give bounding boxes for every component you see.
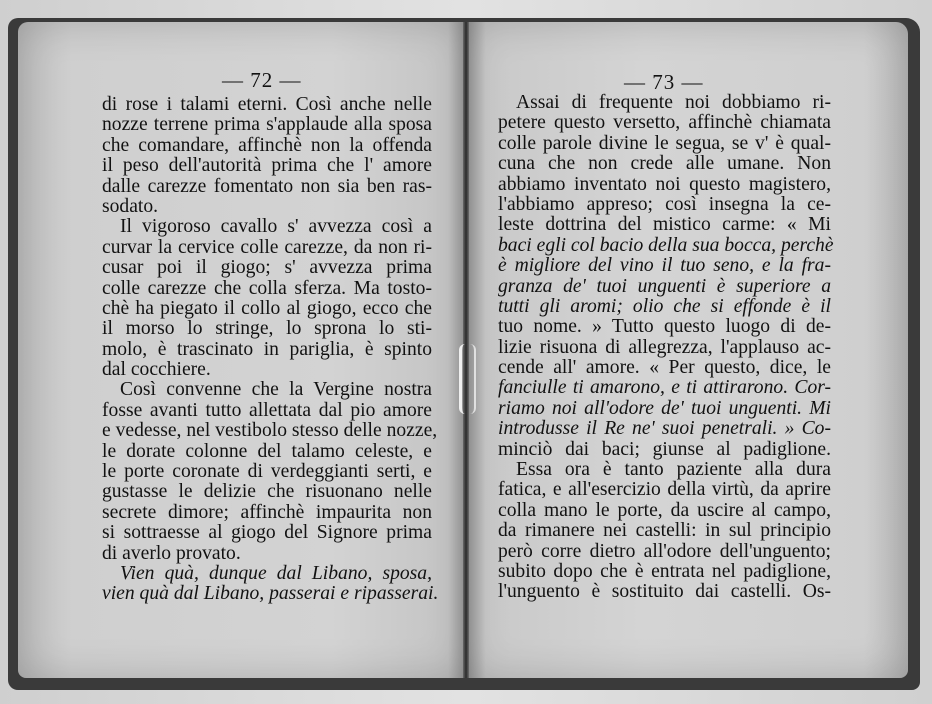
right-text-line: abbiamo inventato noi questo magistero, [498,173,831,195]
right-text-line: l'abbiamo appreso; così insegna la ce- [498,193,831,215]
right-page [468,22,908,678]
left-text-line: colle carezze che colla sferza. Ma tosto- [102,277,432,299]
right-text-line: colla mano le porte, da uscire al campo, [498,499,831,521]
left-text-line: sodato. [102,195,159,217]
right-text-line: minciò dai baci; giunse al padiglione. [498,438,831,460]
left-text-line: e vedesse, nel vestibolo stesso delle nozze, [102,420,438,442]
right-page-text [498,92,834,603]
left-page [18,22,466,678]
right-text-line: però corre dietro all'odore dell'unguento; [498,540,831,562]
right-text-line: lizie risuona di allegrezza, l'applauso ac- [498,336,831,358]
left-text-line: chè ha piegato il collo al giogo, ecco che [102,297,432,319]
left-text-line: fosse avanti tutto allettata dal pio amore [102,399,432,421]
left-text-line: di averlo provato. [102,542,241,564]
left-text-line: dal cocchiere. [102,359,211,381]
left-text-line: cusar poi il giogo; s' avvezza prima [102,257,432,279]
left-text-line: il morso lo stringe, lo sprona lo sti- [102,318,432,340]
left-text-line: nozze terrene prima s'applaude alla sposa [102,114,432,136]
left-text-line: gustasse le delizie che risuonano nelle [102,481,432,503]
left-page-text [102,94,439,605]
right-text-line: da rimanere nei castelli: in sul principio [498,520,831,542]
right-text-line: cuna che non crede alle umane. Non [498,153,831,175]
left-text-line: che comandare, affinchè non la offenda [102,134,432,156]
right-text-line: tuo nome. » Tutto questo luogo di de- [498,316,831,338]
right-text-line: Assai di frequente noi dobbiamo ri- [516,92,831,113]
left-text-line: curvar la cervice colle carezze, da non ri- [102,236,432,258]
left-text-line: le dorate colonne del talamo celeste, e [102,440,432,462]
left-text-line: dalle carezze fomentato non sia ben ras- [102,175,432,197]
right-text-line: introdusse il Re ne' suoi penetrali. » Co- [498,418,831,440]
right-text-line: leste dottrina del mistico carme: « Mi [498,214,831,236]
page-number-left: — 72 — [222,68,302,92]
right-text-line: riamo noi all'odore de' tuoi unguenti. Mi [498,397,831,419]
right-text-line: Essa ora è tanto paziente alla dura [516,459,831,481]
binding-thread [459,344,476,414]
left-text-line: si sottraesse al giogo del Signore prima [102,522,432,544]
page-number-right: — 73 — [624,70,704,94]
left-text-line: le porte coronate di verdeggianti serti, e [102,461,432,483]
right-text-line: l'unguento è sostituito dai castelli. Os- [498,581,831,603]
right-text-line: petere questo versetto, affinchè chiamata [498,112,831,134]
left-text-line: di rose i talami eterni. Così anche nelle [102,94,432,115]
left-text-line: Il vigoroso cavallo s' avvezza così a [120,216,432,238]
right-text-line: fatica, e all'esercizio della virtù, da aprire [498,479,831,501]
left-text-line: molo, è trascinato in pariglia, è spinto [102,338,432,360]
left-text-line: vien quà dal Libano, passerai e ripasserai. [102,583,439,605]
right-text-line: cende all' amore. « Per questo, dice, le [498,357,831,379]
right-text-line: granza de' tuoi unguenti è superiore a [498,275,831,297]
left-text-line: il peso dell'autorità prima che l' amore [102,155,432,177]
left-text-line: secrete dimore; affinchè impaurita non [102,501,432,523]
right-text-line: colle parole divine le segua, se v' è qual- [498,132,831,154]
right-text-line: è migliore del vino il tuo seno, e la fra- [498,255,831,277]
right-text-line: baci egli col bacio della sua bocca, perchè [498,234,834,256]
left-text-line: Vien quà, dunque dal Libano, sposa, [120,562,432,584]
right-text-line: fanciulle ti amarono, e ti attirarono. Cor- [498,377,831,399]
right-text-line: tutti gli aromi; olio che si effonde è il [498,295,831,317]
left-text-line: Così convenne che la Vergine nostra [120,379,432,401]
right-text-line: subito dopo che è entrata nel padiglione, [498,560,831,582]
